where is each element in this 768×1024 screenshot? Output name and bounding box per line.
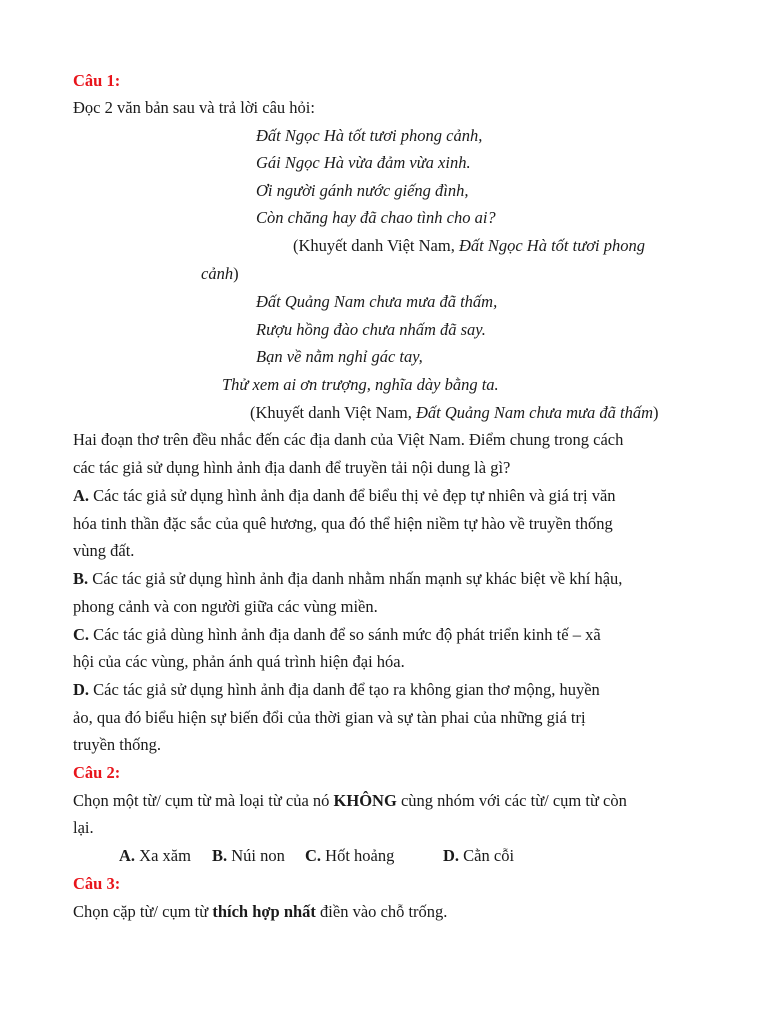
option-a-line-1 bbox=[73, 486, 616, 506]
option-a-text: Các tác giả sử dụng hình ảnh địa danh để biểu thị vẻ đẹp tự nhiên và giá trị văn bbox=[89, 486, 616, 505]
question-2-title: Câu 2: bbox=[73, 763, 121, 782]
option-b-letter: B. bbox=[73, 569, 89, 588]
question-2-text-after: cùng nhóm với các từ/ cụm từ còn bbox=[396, 791, 627, 810]
q2-option-d-text: Cằn cỗi bbox=[459, 846, 515, 865]
option-b-text: Các tác giả sử dụng hình ảnh địa danh nhằm nhấn mạnh sự khác biệt về khí hậu, bbox=[88, 569, 623, 588]
source-1-title-cont: cảnh bbox=[201, 264, 234, 283]
poem-2-line-4: Thử xem ai ơn trượng, nghĩa dày bằng ta. bbox=[222, 375, 499, 394]
option-c-text: Các tác giả dùng hình ảnh địa danh để so sánh mức độ phát triển kinh tế – xã bbox=[89, 625, 601, 644]
source-2-title: Đất Quảng Nam chưa mưa đã thấm bbox=[415, 403, 654, 422]
option-c-line-1 bbox=[73, 625, 601, 645]
option-b-line-2: phong cảnh và con người giữa các vùng miền. bbox=[73, 597, 378, 616]
poem-1-source-cont bbox=[201, 264, 239, 284]
option-d-letter: D. bbox=[73, 680, 90, 699]
source-1-suffix: ) bbox=[233, 264, 239, 283]
poem-2-line-1: Đất Quảng Nam chưa mưa đã thấm, bbox=[256, 292, 498, 311]
question-3-text bbox=[73, 902, 447, 922]
poem-1-line-4: Còn chăng hay đã chao tình cho ai? bbox=[256, 208, 496, 227]
option-d-text: Các tác giả sử dụng hình ảnh địa danh để tạo ra không gian thơ mộng, huyền bbox=[89, 680, 600, 699]
q2-option-b-text: Núi non bbox=[227, 846, 285, 865]
option-a-line-2: hóa tinh thần đặc sắc của quê hương, qua đó thể hiện niềm tự hào về truyền thống bbox=[73, 514, 613, 533]
option-d-line-1 bbox=[73, 680, 600, 700]
option-d-line-2: ảo, qua đó biểu hiện sự biến đổi của thời gian và sự tàn phai của những giá trị bbox=[73, 708, 586, 727]
question-1-instruction: Đọc 2 văn bản sau và trả lời câu hỏi: bbox=[73, 98, 315, 117]
question-2-text-before: Chọn một từ/ cụm từ mà loại từ của nó bbox=[73, 791, 334, 810]
question-1-title: Câu 1: bbox=[73, 71, 121, 90]
q2-option-a-text: Xa xăm bbox=[135, 846, 191, 865]
poem-1-line-2: Gái Ngọc Hà vừa đảm vừa xinh. bbox=[256, 153, 471, 172]
question-3-title: Câu 3: bbox=[73, 874, 121, 893]
question-1-text-line-2: các tác giả sử dụng hình ảnh địa danh để truyền tải nội dung là gì? bbox=[73, 458, 511, 477]
question-2-option-c bbox=[305, 846, 394, 866]
option-c-letter: C. bbox=[73, 625, 90, 644]
q2-option-b-letter: B. bbox=[212, 846, 228, 865]
poem-2-source bbox=[250, 403, 659, 423]
poem-1-source bbox=[293, 236, 645, 256]
poem-2-line-3: Bạn về nằm nghỉ gác tay, bbox=[256, 347, 423, 366]
question-2-option-d bbox=[443, 846, 514, 866]
q2-option-a-letter: A. bbox=[119, 846, 136, 865]
source-2-prefix: (Khuyết danh Việt Nam, bbox=[250, 403, 416, 422]
question-3-text-after: điền vào chỗ trống. bbox=[315, 902, 448, 921]
q2-option-c-text: Hốt hoảng bbox=[321, 846, 395, 865]
question-2-text-line-1 bbox=[73, 791, 627, 811]
source-2-suffix: ) bbox=[653, 403, 659, 422]
source-1-title: Đất Ngọc Hà tốt tươi phong bbox=[458, 236, 645, 255]
option-a-line-3: vùng đất. bbox=[73, 541, 135, 560]
q2-option-c-letter: C. bbox=[305, 846, 322, 865]
question-2-text-line-2: lại. bbox=[73, 818, 94, 837]
question-2-option-b bbox=[212, 846, 285, 866]
question-3-text-before: Chọn cặp từ/ cụm từ bbox=[73, 902, 213, 921]
source-1-prefix: (Khuyết danh Việt Nam, bbox=[293, 236, 459, 255]
question-2-emphasis: KHÔNG bbox=[333, 791, 397, 810]
question-1-text-line-1: Hai đoạn thơ trên đều nhắc đến các địa danh của Việt Nam. Điểm chung trong cách bbox=[73, 430, 624, 449]
poem-2-line-2: Rượu hồng đào chưa nhấm đã say. bbox=[256, 320, 486, 339]
question-3-emphasis: thích hợp nhất bbox=[212, 902, 316, 921]
option-c-line-2: hội của các vùng, phản ánh quá trình hiện đại hóa. bbox=[73, 652, 405, 671]
option-b-line-1 bbox=[73, 569, 622, 589]
question-2-option-a bbox=[119, 846, 191, 866]
poem-1-line-3: Ơi người gánh nước giếng đình, bbox=[256, 181, 469, 200]
q2-option-d-letter: D. bbox=[443, 846, 460, 865]
option-d-line-3: truyền thống. bbox=[73, 735, 161, 754]
option-a-letter: A. bbox=[73, 486, 90, 505]
poem-1-line-1: Đất Ngọc Hà tốt tươi phong cảnh, bbox=[256, 126, 483, 145]
